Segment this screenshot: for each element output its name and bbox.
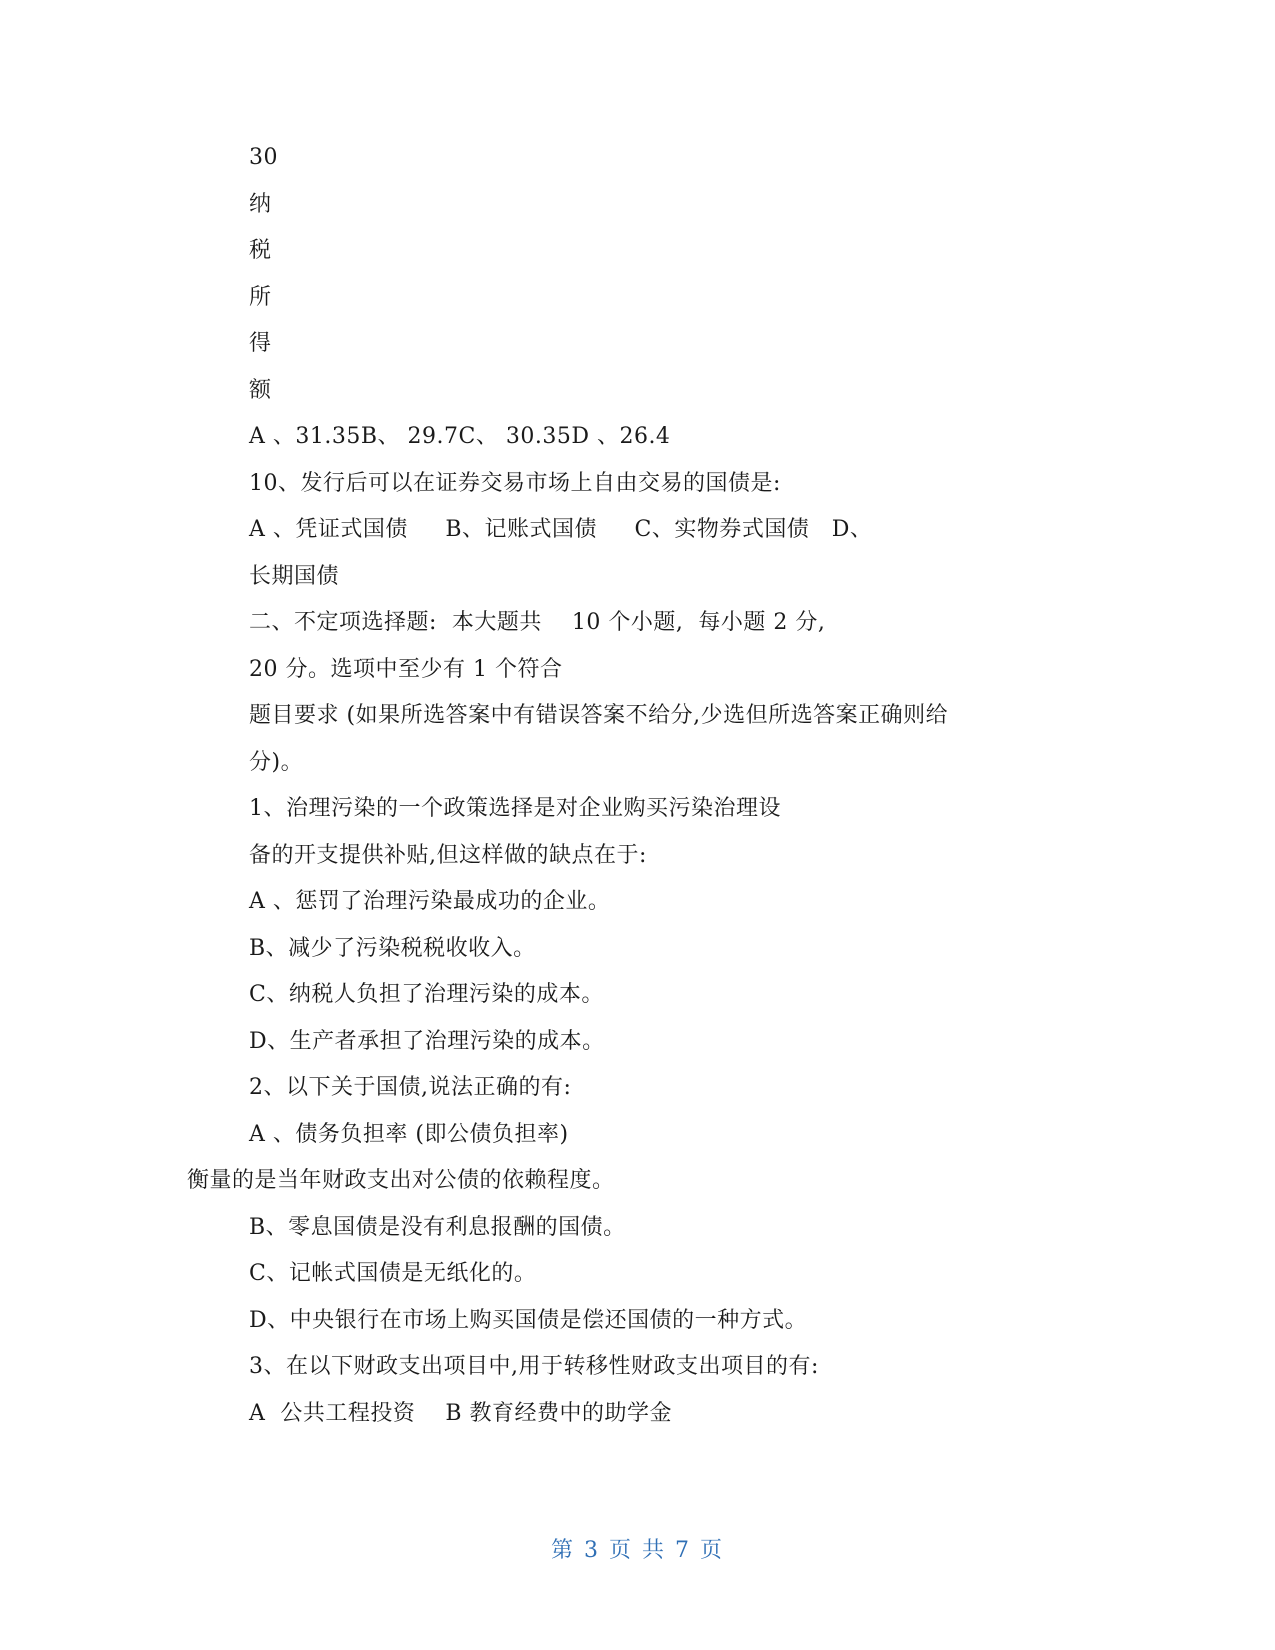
text-line: A 、31.35B、 29.7C、 30.35D 、26.4 <box>249 424 671 449</box>
text-line: 衡量的是当年财政支出对公债的依赖程度。 <box>187 1168 615 1193</box>
option-line: B、零息国债是没有利息报酬的国债。 <box>249 1215 626 1240</box>
text-line: 所 <box>249 285 272 310</box>
text-line: 纳 <box>249 192 272 217</box>
option-line: C、纳税人负担了治理污染的成本。 <box>249 982 604 1007</box>
option-line: A 公共工程投资 B 教育经费中的助学金 <box>249 1401 673 1426</box>
question-2: 2、以下关于国债,说法正确的有: <box>249 1075 572 1100</box>
option-line: C、记帐式国债是无纸化的。 <box>249 1261 537 1286</box>
text-line: 得 <box>249 331 272 356</box>
option-line: D、生产者承担了治理污染的成本。 <box>249 1029 605 1054</box>
text-line: 分)。 <box>249 750 304 775</box>
question-1: 1、治理污染的一个政策选择是对企业购买污染治理设 <box>249 796 781 821</box>
text-line: 题目要求 (如果所选答案中有错误答案不给分,少选但所选答案正确则给 <box>249 703 949 728</box>
text-line: 20 分。选项中至少有 1 个符合 <box>249 657 563 682</box>
question-3: 3、在以下财政支出项目中,用于转移性财政支出项目的有: <box>249 1354 819 1379</box>
page-footer: 第 3 页 共 7 页 <box>551 1538 724 1563</box>
text-line: 30 <box>249 145 278 170</box>
section-heading: 二、不定项选择题: 本大题共 10 个小题, 每小题 2 分, <box>249 610 826 635</box>
text-line: A 、凭证式国债 B、记账式国债 C、实物券式国债 D、 <box>249 517 873 542</box>
option-line: D、中央银行在市场上购买国债是偿还国债的一种方式。 <box>249 1308 808 1333</box>
text-line: 税 <box>249 238 272 263</box>
text-line: 额 <box>249 378 272 403</box>
option-line: B、减少了污染税税收收入。 <box>249 936 536 961</box>
option-line: A 、债务负担率 (即公债负担率) <box>249 1122 569 1147</box>
text-line: 长期国债 <box>249 564 340 589</box>
option-line: A 、惩罚了治理污染最成功的企业。 <box>249 889 611 914</box>
question-10: 10、发行后可以在证券交易市场上自由交易的国债是: <box>249 471 781 496</box>
text-line: 备的开支提供补贴,但这样做的缺点在于: <box>249 843 647 868</box>
